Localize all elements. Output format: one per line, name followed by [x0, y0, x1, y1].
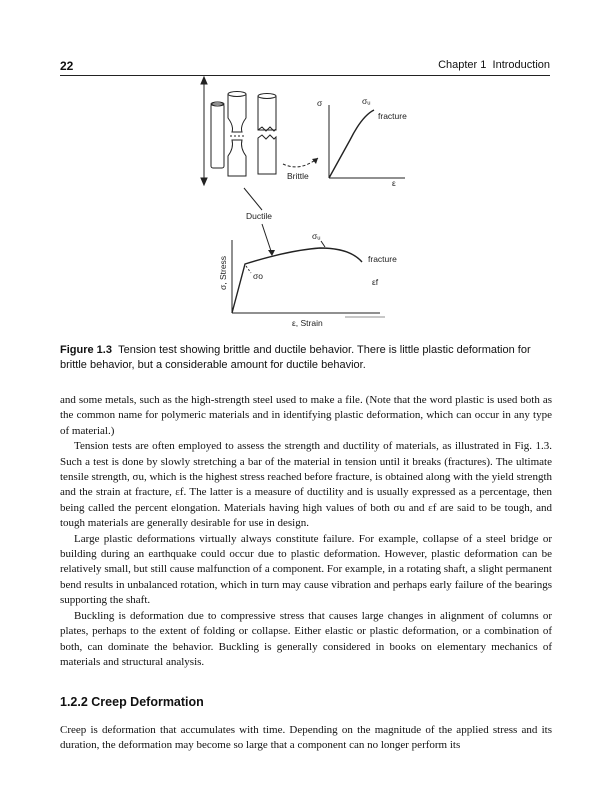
ductile-sigma-u-label: σᵤ: [312, 231, 321, 241]
chapter-title: Chapter 1 Introduction: [438, 59, 550, 71]
caption-number: Figure 1.3: [60, 344, 112, 356]
specimen-unbroken: [201, 77, 224, 185]
ductile-eps-f-label: εf: [372, 277, 379, 287]
brittle-label: Brittle: [287, 171, 309, 181]
stress-axis-label: σ, Stress: [218, 255, 228, 290]
caption-text: Tension test showing brittle and ductile behavior. There is little plastic deformation for brittle behavior, but a considerable amount for ductile behavior.: [60, 344, 531, 371]
body-text: [60, 393, 552, 670]
ductile-label: Ductile: [246, 211, 272, 221]
brittle-epsilon-label: ε: [392, 178, 396, 188]
paragraph-2: Tension tests are often employed to assess the strength and ductility of materials, as illustrated in Fig. 1.3. Such a test is done by slowly stretching a bar of the material in tension until it breaks (fractures). The ultimate tensile strength, σu, which is the highest stress reached before fracture, is obtained along with the yield strength and the strain at fracture, εf. The latter is a measure of ductility and is usually expressed as a percentage, then being called the percent elongation. Materials having high values of both σu and εf are said to be tough, and tough materials are generally desirable for use in design.: [60, 440, 552, 530]
brittle-sigma-u-label: σᵤ: [362, 96, 371, 106]
section-heading: 1.2.2 Creep Deformation: [60, 695, 204, 709]
paragraph-5: Creep is deformation that accumulates with time. Depending on the magnitude of the applied stress and its duration, the deformation may become so large that a component can no longer perform its: [60, 724, 552, 752]
page-number: 22: [60, 59, 74, 73]
ductile-sigma-o-label: σo: [253, 271, 263, 281]
specimen-brittle: [258, 94, 276, 175]
paragraph-3: Large plastic deformations virtually always constitute failure. For example, collapse of a steel bridge or building during an earthquake could occur due to plastic deformation. However, plastic deformation can be relatively small, but still cause malfunction of a component. For example, in a rotating shaft, a slight permanent bend results in unbalanced rotation, which in turn may cause vibration and perhaps early failure of the bearings supporting the shaft.: [60, 532, 552, 607]
specimen-ductile: [228, 92, 246, 177]
body-text-2: [60, 723, 552, 754]
strain-axis-label: ε, Strain: [292, 318, 323, 328]
paragraph-4: Buckling is deformation due to compressive stress that causes large changes in alignment of columns or plates, perhaps to the extent of folding or collapse. Either elastic or plastic deformation, or a combination of both, can dominate the behavior. Buckling is generally considered in books on elementary mechanics of materials and structural analysis.: [60, 609, 552, 668]
ductile-fracture-label: fracture: [368, 254, 397, 264]
brittle-fracture-label: fracture: [378, 111, 407, 121]
brittle-sigma-label: σ: [317, 98, 323, 108]
figure-caption: [60, 343, 552, 372]
ductile-pointer: [244, 188, 262, 210]
tension-test-figure: [0, 0, 613, 340]
paragraph-1: and some metals, such as the high-strength steel used to make a file. (Note that the word plastic is used both as the common name for polymeric materials and in identifying plastic deformation, which can occur in any type of material.): [60, 394, 552, 437]
